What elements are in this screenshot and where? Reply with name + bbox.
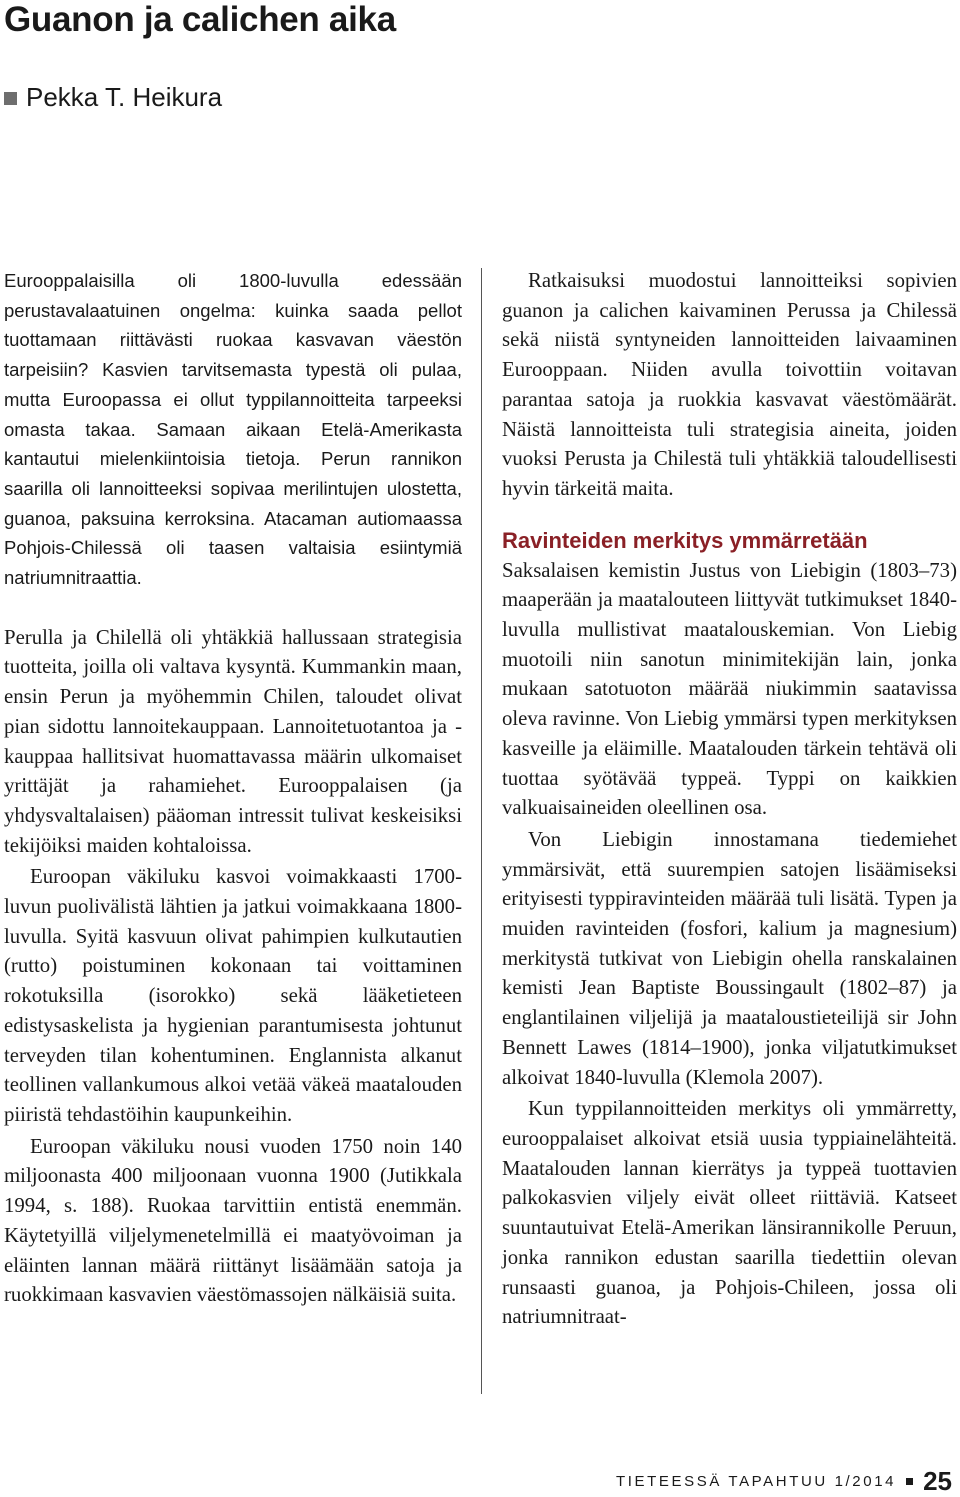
body-paragraph: Saksalaisen kemistin Justus von Liebigin (1803–73) maaperään ja maatalouteen liittyvät tutkimukset 1840-luvulla mullistivat maatalouskemian. Von Liebig muotoili niin sanotun minimitekijän lain, jonka mukaan satotuoton määrää niukimmin saatavissa oleva ravinne. Von Liebig ymmärsi typen merkityksen kasveille ja eläimille. Maatalouden tärkein tehtävä oli tuottaa syötävää typpeä. Typpi on kaikkien valkuaisaineiden oleellinen osa. (502, 558, 957, 820)
author-name: Pekka T. Heikura (26, 82, 223, 112)
left-column (4, 266, 462, 1310)
body-paragraph: Perulla ja Chilellä oli yhtäkkiä hallussaan strategisia tuotteita, joilla oli valtava kysyntä. Kummankin maan, ensin Perun ja myöhemmin Chilen, taloudet olivat pian sidottu lannoitekauppaan. Lannoitetuotantoa ja -kauppaa hallitsivat huomattavassa määrin ulkomaiset yrittäjät ja rahamiehet. Eurooppalaisen (ja yhdysvaltalaisen) pääoman intressit tulivat keskeisiksi tekijöiksi maiden kohtaloissa. (4, 625, 462, 857)
body-paragraph: Euroopan väkiluku kasvoi voimakkaasti 1700-luvun puolivälistä lähtien ja jatkui voimakkaana 1800-luvulla. Syitä kasvuun olivat pahimpien kulkutautien (rutto) poistuminen kokonaan tai voittaminen rokotuksilla (isorokko) sekä lääketieteen edistysaskelista ja hygienian parantumisesta johtunut terveyden tilan kohentuminen. Englannista alkanut teollinen vallankumous alkoi vetää väkeä maatalouden piiristä tehdastöihin kaupunkeihin. (4, 865, 462, 1126)
left-body (4, 623, 462, 1310)
page-footer (616, 1466, 952, 1497)
section-subheading: Ravinteiden merkitys ymmärretään (502, 527, 868, 553)
column-divider (481, 268, 482, 1394)
footer-square-icon (906, 1478, 913, 1485)
right-column (502, 266, 957, 1332)
publication-name: TIETEESSÄ TAPAHTUU 1/2014 (616, 1473, 897, 1490)
author-line (4, 80, 222, 114)
right-body (502, 266, 957, 504)
body-paragraph: Kun typpilannoitteiden merkitys oli ymmärretty, eurooppalaiset alkoivat etsiä uusia typpiainelähteitä. Maatalouden lannan kierrätys ja typpeä tuottavien palkokasvien viljely eivät olleet riittäviä. Katseet suuntautuivat Etelä-Amerikan länsirannikolle Peruun, jonka rannikon edustan saarilla tiedettiin olevan runsaasti guanoa, ja Pohjois-Chileen, jossa oli natriumnitraat- (502, 1097, 957, 1329)
author-bullet-icon (4, 92, 17, 105)
right-body-2 (502, 556, 957, 1332)
page-number: 25 (923, 1466, 952, 1496)
article-title: Guanon ja calichen aika (4, 0, 396, 39)
lead-paragraph: Eurooppalaisilla oli 1800-luvulla edessään perustavalaatuinen ongelma: kuinka saada pellot tuottamaan riittävästi ruokaa kasvavan väestön tarpeisiin? Kasvien tarvitsemasta typestä oli pulaa, mutta Euroopassa ei ollut typpilannoitteita tarpeeksi omasta takaa. Samaan aikaan Etelä-Amerikasta kantautui mielenkiintoisia tietoja. Perun rannikon saarilla oli lannoitteeksi sopivaa merilintujen ulostetta, guanoa, paksuina kerroksina. Atacaman autiomaassa Pohjois-Chilessä oli taasen valtaisia esiintymiä natriumnitraattia. (4, 270, 462, 589)
body-paragraph: Ratkaisuksi muodostui lannoitteiksi sopivien guanon ja calichen kaivaminen Perussa ja Chilessä sekä niistä syntyneiden lannoitteiden laivaaminen Eurooppaan. Niiden avulla toivottiin voitavan parantaa satoja ja ruokkia kasvavat väestömäärät. Näistä lannoitteista tuli strategisia aineita, joiden vuoksi Perusta ja Chilestä tuli yhtäkkiä taloudellisesti hyvin tärkeitä maita. (502, 269, 957, 500)
body-paragraph: Euroopan väkiluku nousi vuoden 1750 noin 140 miljoonasta 400 miljoonaan vuonna 1900 (Jutikkala 1994, s. 188). Ruokaa tarvittiin entistä enemmän. Käytetyillä viljelymenetelmillä ei maatyövoiman ja eläinten lannan määrä riittänyt lisäämään satoja ja ruokkimaan kasvavien väestömassojen nälkäisiä suita. (4, 1134, 462, 1307)
body-paragraph: Von Liebigin innostamana tiedemiehet ymmärsivät, että suurempien satojen lisäämiseksi erityisesti typpiravinteiden määrää tuli lisätä. Typen ja muiden ravinteiden (fosfori, kalium ja magnesium) merkitystä tutkivat von Liebigin ohella ranskalainen kemisti Jean Baptiste Boussingault (1802–87) ja englantilainen viljelijä ja maataloustieteilijä sir John Bennett Lawes (1814–1900), jonka viljatutkimukset alkoivat 1840-luvulla (Klemola 2007). (502, 827, 957, 1089)
